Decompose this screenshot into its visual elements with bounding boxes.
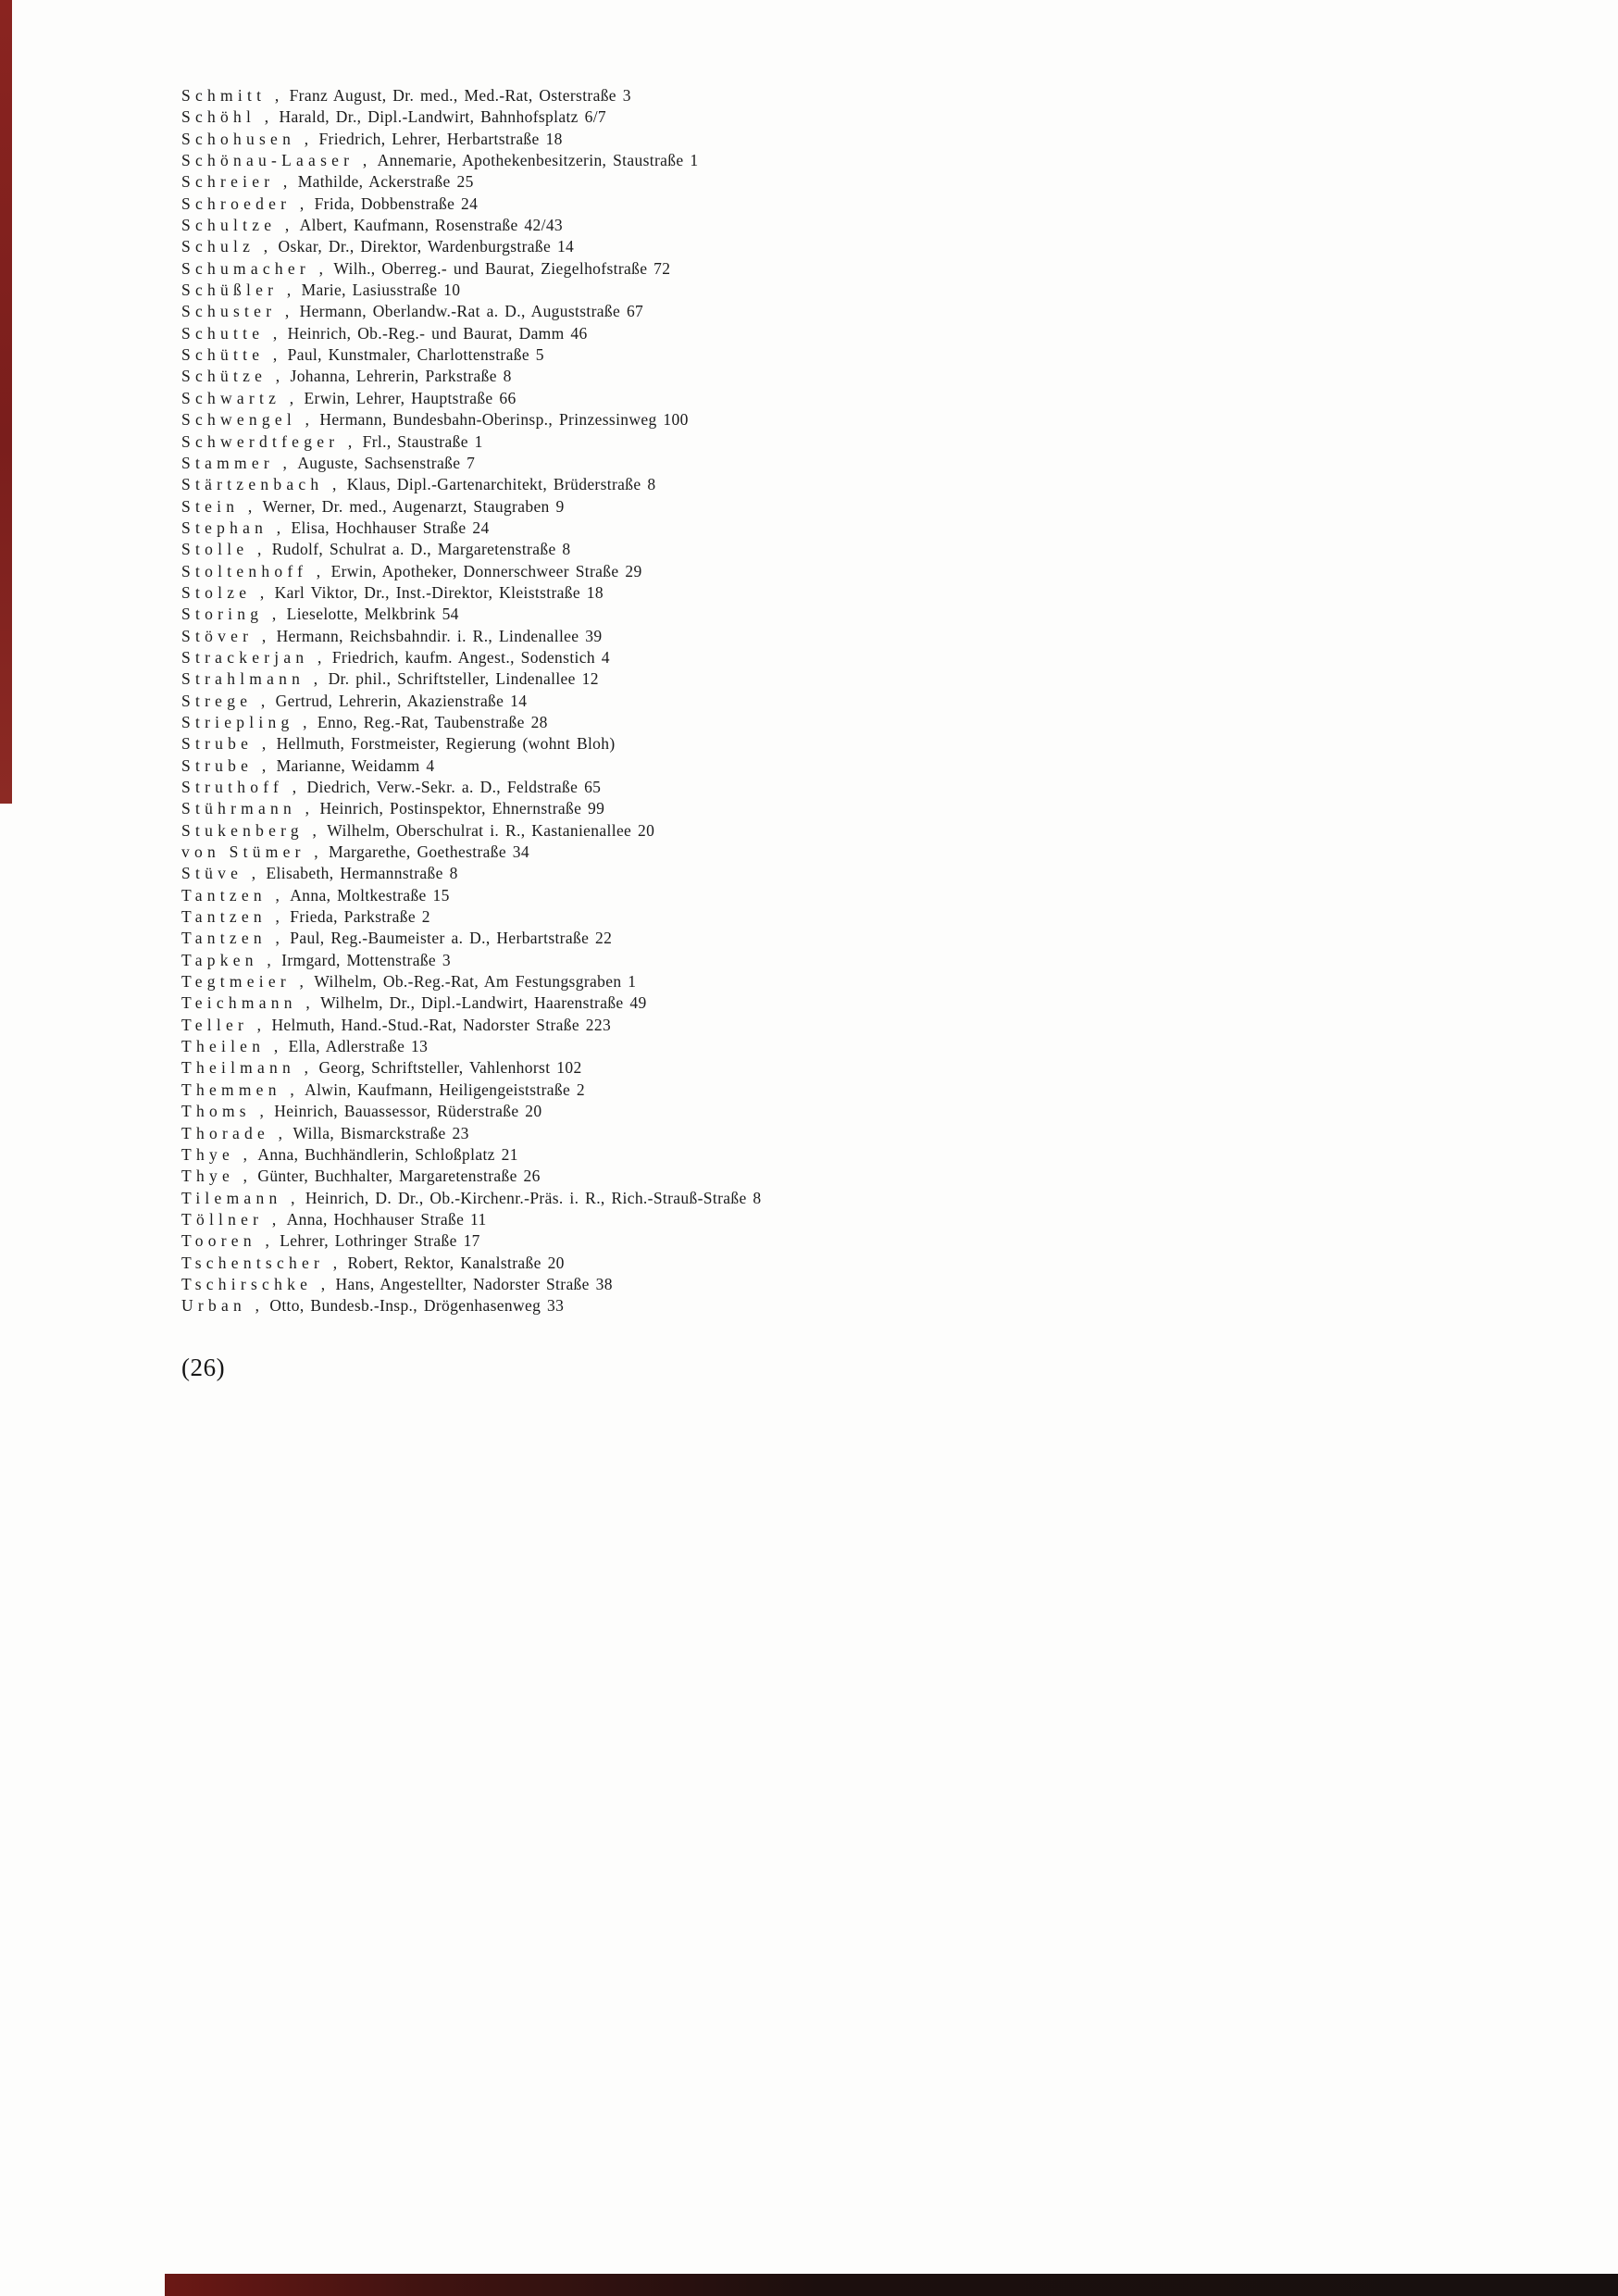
entry-surname: Schütte , <box>181 345 282 365</box>
directory-entry <box>181 798 1590 819</box>
directory-entry <box>181 863 1590 884</box>
entry-details: Erwin, Lehrer, Hauptstraße 66 <box>304 388 517 407</box>
directory-entry <box>181 215 1590 236</box>
directory-entry <box>181 1101 1590 1122</box>
entry-details: Otto, Bundesb.-Insp., Drögenhasenweg 33 <box>269 1296 565 1316</box>
entry-details: Lieselotte, Melkbrink 54 <box>286 605 459 624</box>
entry-surname: von Stümer , <box>181 842 323 862</box>
entry-details: Hermann, Reichsbahndir. i. R., Lindenallee 39 <box>276 626 603 645</box>
entry-surname: Stammer , <box>181 453 292 472</box>
directory-entry <box>181 712 1590 733</box>
entry-surname: Stoltenhoff , <box>181 561 326 580</box>
directory-entry <box>181 691 1590 712</box>
entry-surname: Strege , <box>181 691 270 710</box>
directory-entry <box>181 1253 1590 1274</box>
entry-details: Heinrich, Ob.-Reg.- und Baurat, Damm 46 <box>287 323 588 343</box>
entry-surname: Schultze , <box>181 216 294 235</box>
entry-details: Paul, Reg.-Baumeister a. D., Herbartstraße 22 <box>290 929 613 948</box>
entry-details: Wilhelm, Dr., Dipl.-Landwirt, Haarenstraße 49 <box>320 993 647 1013</box>
entry-surname: Thorade , <box>181 1123 288 1142</box>
scan-edge-artifact-left <box>0 0 12 804</box>
entry-surname: Strube , <box>181 734 271 754</box>
directory-listing <box>181 85 1590 1317</box>
entry-details: Elisa, Hochhauser Straße 24 <box>291 518 490 537</box>
directory-entry <box>181 236 1590 257</box>
entry-details: Frl., Staustraße 1 <box>362 431 483 451</box>
directory-entry <box>181 1188 1590 1209</box>
directory-entry <box>181 647 1590 668</box>
entry-details: Hermann, Bundesbahn-Oberinsp., Prinzessinweg 100 <box>319 410 689 430</box>
entry-details: Margarethe, Goethestraße 34 <box>329 842 529 862</box>
entry-details: Alwin, Kaufmann, Heiligengeiststraße 2 <box>305 1079 586 1099</box>
directory-entry <box>181 1274 1590 1295</box>
entry-surname: Schulz , <box>181 237 273 256</box>
entry-details: Hermann, Oberlandw.-Rat a. D., Auguststraße 67 <box>299 302 644 321</box>
directory-entry <box>181 1036 1590 1057</box>
entry-details: Anna, Hochhauser Straße 11 <box>286 1209 487 1229</box>
entry-details: Marianne, Weidamm 4 <box>276 755 435 775</box>
directory-entry <box>181 1209 1590 1230</box>
entry-surname: Schutte , <box>181 323 282 343</box>
entry-surname: Tantzen , <box>181 929 285 948</box>
entry-details: Dr. phil., Schriftsteller, Lindenallee 12 <box>328 669 599 689</box>
directory-entry <box>181 301 1590 322</box>
entry-details: Albert, Kaufmann, Rosenstraße 42/43 <box>299 216 564 235</box>
entry-surname: Theilmann , <box>181 1058 314 1078</box>
directory-entry <box>181 971 1590 992</box>
entry-surname: Tegtmeier , <box>181 972 309 992</box>
entry-details: Annemarie, Apothekenbesitzerin, Staustraße 1 <box>377 151 699 170</box>
entry-details: Lehrer, Lothringer Straße 17 <box>280 1231 480 1251</box>
entry-surname: Thye , <box>181 1144 253 1164</box>
entry-details: Irmgard, Mottenstraße 3 <box>281 950 451 969</box>
entry-surname: Struthoff , <box>181 778 302 796</box>
directory-entry <box>181 409 1590 430</box>
directory-entry <box>181 1295 1590 1316</box>
entry-details: Wilhelm, Ob.-Reg.-Rat, Am Festungsgraben 1 <box>314 972 637 992</box>
entry-surname: Schwengel , <box>181 410 315 430</box>
entry-surname: Theilen , <box>181 1037 283 1056</box>
directory-entry <box>181 258 1590 280</box>
entry-details: Frida, Dobbenstraße 24 <box>314 193 479 213</box>
directory-entry <box>181 539 1590 560</box>
entry-details: Wilh., Oberreg.- und Baurat, Ziegelhofstraße 72 <box>333 258 671 278</box>
entry-details: Heinrich, D. Dr., Ob.-Kirchenr.-Präs. i. R., Rich.-Strauß-Straße 8 <box>305 1188 762 1207</box>
directory-entry <box>181 1166 1590 1187</box>
entry-surname: Teichmann , <box>181 993 315 1013</box>
entry-surname: Tilemann , <box>181 1188 300 1207</box>
entry-surname: Schütze , <box>181 367 285 386</box>
directory-entry <box>181 366 1590 387</box>
directory-entry <box>181 431 1590 453</box>
entry-surname: Schumacher , <box>181 258 329 278</box>
entry-details: Marie, Lasiusstraße 10 <box>301 281 461 300</box>
directory-entry <box>181 842 1590 863</box>
directory-entry <box>181 777 1590 798</box>
directory-entry <box>181 150 1590 171</box>
page-number: (26) <box>181 1354 226 1381</box>
directory-entry <box>181 1057 1590 1079</box>
entry-surname: Stephan , <box>181 518 286 537</box>
directory-entry <box>181 323 1590 344</box>
entry-details: Gertrud, Lehrerin, Akazienstraße 14 <box>275 691 528 710</box>
entry-details: Paul, Kunstmaler, Charlottenstraße 5 <box>287 345 544 365</box>
entry-details: Helmuth, Hand.-Stud.-Rat, Nadorster Straße 223 <box>271 1015 612 1034</box>
entry-details: Heinrich, Postinspektor, Ehnernstraße 99 <box>319 799 605 818</box>
entry-surname: Tantzen , <box>181 885 285 905</box>
directory-entry <box>181 604 1590 625</box>
directory-entry <box>181 344 1590 366</box>
directory-entry <box>181 582 1590 604</box>
directory-entry <box>181 171 1590 193</box>
directory-entry <box>181 1079 1590 1101</box>
entry-surname: Stöver , <box>181 626 271 645</box>
directory-entry <box>181 85 1590 106</box>
entry-surname: Strahlmann , <box>181 669 323 689</box>
directory-entry <box>181 1230 1590 1252</box>
entry-surname: Schöhl , <box>181 107 274 127</box>
entry-details: Hellmuth, Forstmeister, Regierung (wohnt Bloh) <box>276 734 616 754</box>
entry-surname: Tschentscher , <box>181 1253 342 1272</box>
directory-entry <box>181 388 1590 409</box>
entry-details: Heinrich, Bauassessor, Rüderstraße 20 <box>274 1102 542 1121</box>
entry-details: Robert, Rektor, Kanalstraße 20 <box>347 1253 565 1272</box>
entry-surname: Schuster , <box>181 302 294 321</box>
entry-surname: Themmen , <box>181 1079 299 1099</box>
entry-details: Johanna, Lehrerin, Parkstraße 8 <box>290 367 512 386</box>
entry-details: Willa, Bismarckstraße 23 <box>292 1123 469 1142</box>
directory-entry <box>181 992 1590 1014</box>
entry-surname: Schohusen , <box>181 129 314 148</box>
directory-entry <box>181 668 1590 690</box>
entry-surname: Thoms , <box>181 1102 269 1121</box>
directory-entry <box>181 280 1590 301</box>
entry-surname: Thye , <box>181 1167 253 1186</box>
entry-surname: Stüve , <box>181 864 261 883</box>
entry-details: Elisabeth, Hermannstraße 8 <box>266 864 458 883</box>
directory-entry <box>181 129 1590 150</box>
entry-details: Anna, Moltkestraße 15 <box>290 885 450 905</box>
entry-details: Friedrich, Lehrer, Herbartstraße 18 <box>318 129 563 148</box>
directory-entry <box>181 755 1590 777</box>
entry-surname: Schönau-Laaser , <box>181 151 372 170</box>
directory-entry <box>181 453 1590 474</box>
entry-details: Ella, Adlerstraße 13 <box>288 1037 429 1056</box>
scan-edge-artifact-bottom <box>165 2274 1618 2296</box>
entry-details: Anna, Buchhändlerin, Schloßplatz 21 <box>257 1144 518 1164</box>
directory-entry <box>181 518 1590 539</box>
entry-surname: Strackerjan , <box>181 647 327 667</box>
entry-surname: Tapken , <box>181 950 277 969</box>
directory-entry <box>181 496 1590 518</box>
entry-details: Frieda, Parkstraße 2 <box>290 907 430 927</box>
entry-details: Diedrich, Verw.-Sekr. a. D., Feldstraße 65 <box>306 778 602 796</box>
entry-surname: Urban , <box>181 1296 265 1316</box>
directory-entry <box>181 950 1590 971</box>
entry-details: Karl Viktor, Dr., Inst.-Direktor, Kleiststraße 18 <box>274 582 604 602</box>
entry-details: Friedrich, kaufm. Angest., Sodenstich 4 <box>331 647 610 667</box>
entry-surname: Tooren , <box>181 1231 275 1251</box>
entry-details: Enno, Reg.-Rat, Taubenstraße 28 <box>317 712 548 731</box>
entry-details: Günter, Buchhalter, Margaretenstraße 26 <box>257 1167 541 1186</box>
entry-details: Georg, Schriftsteller, Vahlenhorst 102 <box>318 1058 582 1078</box>
entry-details: Oskar, Dr., Direktor, Wardenburgstraße 14 <box>278 237 575 256</box>
directory-entry <box>181 1144 1590 1166</box>
directory-entry <box>181 906 1590 928</box>
directory-entry <box>181 561 1590 582</box>
directory-entry <box>181 626 1590 647</box>
directory-entry <box>181 1015 1590 1036</box>
entry-surname: Schreier , <box>181 172 292 192</box>
entry-surname: Stührmann , <box>181 799 315 818</box>
entry-surname: Schroeder , <box>181 193 309 213</box>
directory-entry <box>181 820 1590 842</box>
entry-surname: Stolle , <box>181 540 267 559</box>
entry-surname: Schüßler , <box>181 281 296 300</box>
entry-details: Erwin, Apotheker, Donnerschweer Straße 29 <box>330 561 642 580</box>
entry-surname: Stein , <box>181 496 257 516</box>
entry-surname: Schwerdtfeger , <box>181 431 357 451</box>
entry-surname: Tantzen , <box>181 907 285 927</box>
entry-surname: Schwartz , <box>181 388 299 407</box>
entry-details: Harald, Dr., Dipl.-Landwirt, Bahnhofsplatz 6/7 <box>279 107 607 127</box>
entry-details: Hans, Angestellter, Nadorster Straße 38 <box>335 1274 613 1293</box>
entry-surname: Stärtzenbach , <box>181 475 342 494</box>
entry-details: Werner, Dr. med., Augenarzt, Staugraben 9 <box>262 496 565 516</box>
directory-entry <box>181 193 1590 215</box>
entry-surname: Storing , <box>181 605 281 624</box>
entry-surname: Tschirschke , <box>181 1274 330 1293</box>
directory-entry <box>181 928 1590 949</box>
entry-surname: Teller , <box>181 1015 267 1034</box>
directory-entry <box>181 1123 1590 1144</box>
entry-surname: Stolze , <box>181 582 269 602</box>
entry-surname: Striepling , <box>181 712 312 731</box>
entry-surname: Strube , <box>181 755 271 775</box>
entry-details: Klaus, Dipl.-Gartenarchitekt, Brüderstraße 8 <box>346 475 656 494</box>
entry-details: Wilhelm, Oberschulrat i. R., Kastanienallee 20 <box>327 820 655 840</box>
entry-surname: Stukenberg , <box>181 820 322 840</box>
entry-details: Rudolf, Schulrat a. D., Margaretenstraße 8 <box>271 540 571 559</box>
directory-entry <box>181 474 1590 495</box>
entry-details: Auguste, Sachsenstraße 7 <box>297 453 476 472</box>
directory-entry <box>181 885 1590 906</box>
entry-details: Mathilde, Ackerstraße 25 <box>297 172 474 192</box>
entry-surname: Schmitt , <box>181 86 284 105</box>
directory-entry <box>181 733 1590 755</box>
entry-surname: Töllner , <box>181 1209 281 1229</box>
directory-entry <box>181 106 1590 128</box>
entry-details: Franz August, Dr. med., Med.-Rat, Osterstraße 3 <box>289 86 631 105</box>
